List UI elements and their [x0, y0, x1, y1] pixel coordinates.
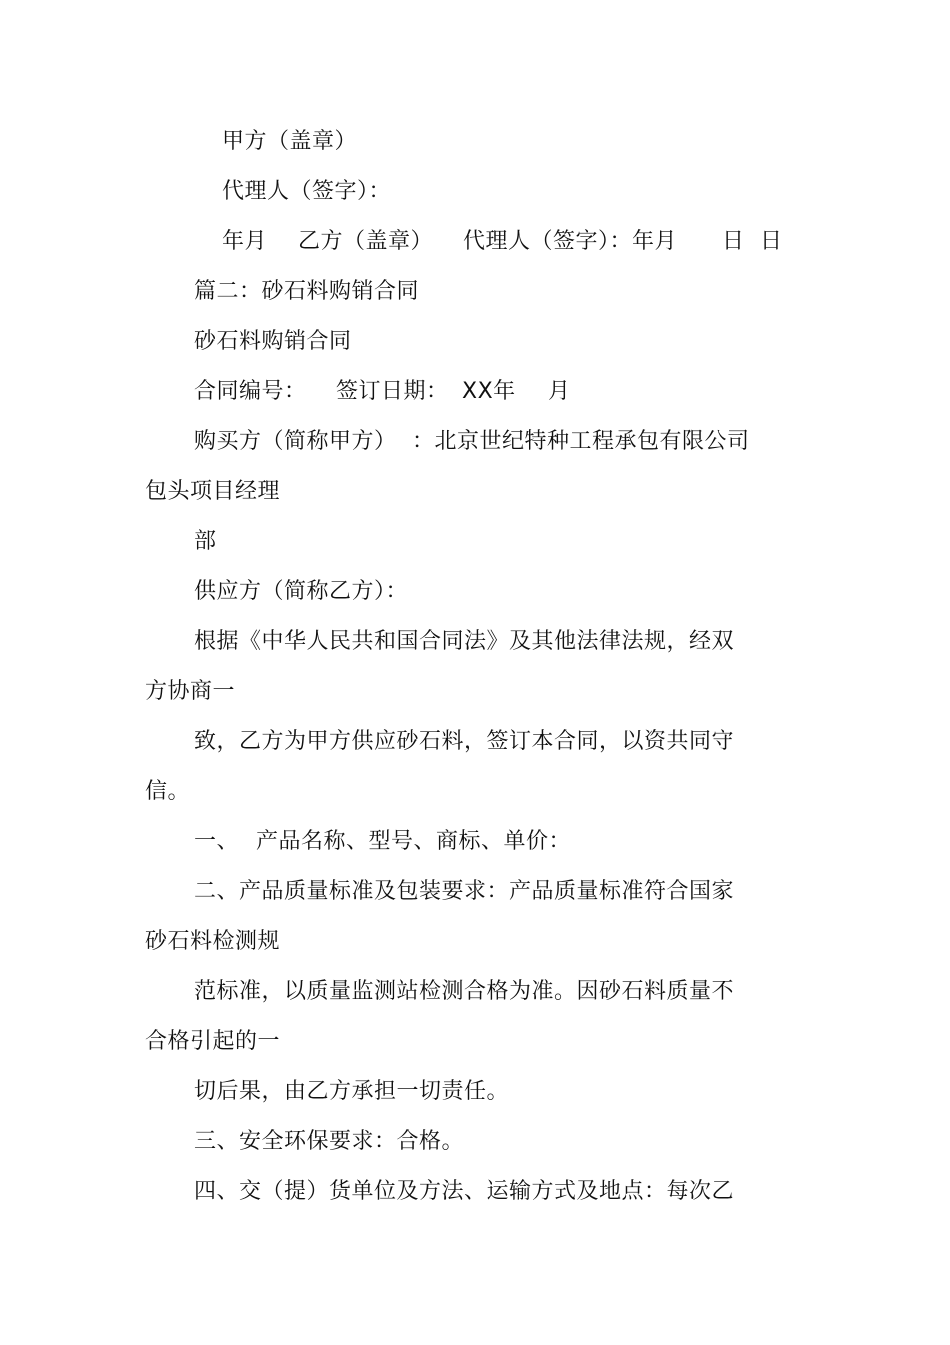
year-month-label: 年月: [222, 229, 268, 254]
clause-2-line-4-text: 合格引起的一: [145, 1029, 281, 1054]
day-label-1: 日: [722, 229, 745, 254]
party-a-seal-line: [222, 127, 357, 157]
clause-2-line-1: [194, 877, 734, 907]
section-heading: [194, 277, 419, 307]
section-heading-text: 篇二：砂石料购销合同: [194, 279, 420, 304]
contract-title-text: 砂石料购销合同: [194, 329, 352, 354]
paragraph-2-first: 致，乙方为甲方供应砂石料，签订本合同，以资共同守: [194, 729, 735, 754]
clause-3-text: 三、安全环保要求：合格。: [194, 1129, 465, 1154]
buyer-continuation-2: [194, 527, 217, 557]
agent-sign-line: [222, 177, 391, 207]
contract-number-label: 合同编号：: [194, 379, 307, 404]
sign-date-value: XX年: [462, 379, 516, 404]
buyer-value: ：北京世纪特种工程承包有限公司: [412, 429, 750, 454]
paragraph-2-line-2: [145, 777, 190, 807]
contract-meta-row: [194, 377, 614, 407]
buyer-cont-2-text: 部: [194, 529, 217, 554]
clause-2-line-5-text: 切后果，由乙方承担一切责任。: [194, 1079, 510, 1104]
paragraph-1-line-2: [145, 677, 235, 707]
paragraph-2-rest: 信。: [145, 779, 191, 804]
clause-1-text: 产品名称、型号、商标、单价：: [256, 829, 572, 854]
buyer-line: [194, 427, 774, 457]
clause-2-line-1-text: 二、产品质量标准及包装要求：产品质量标准符合国家: [194, 879, 735, 904]
clause-3: [194, 1127, 464, 1157]
paragraph-2-line-1: [194, 727, 734, 757]
sign-date-label: 签订日期：: [336, 379, 449, 404]
signature-date-row: [222, 227, 802, 257]
sign-date-month: 月: [548, 379, 571, 404]
clause-2-line-2: [145, 927, 280, 957]
clause-4-text: 四、交（提）货单位及方法、运输方式及地点：每次乙: [194, 1179, 735, 1204]
clause-2-line-3: [194, 977, 734, 1007]
paragraph-1-line-1: [194, 627, 734, 657]
buyer-label: 购买方（简称甲方）: [194, 429, 397, 454]
clause-4: [194, 1177, 734, 1207]
clause-2-line-3-text: 范标准，以质量监测站检测合格为准。因砂石料质量不: [194, 979, 735, 1004]
party-a-seal-label: 甲方（盖章）: [222, 129, 358, 154]
buyer-continuation-1: [145, 477, 280, 507]
clause-2-line-5: [194, 1077, 509, 1107]
clause-2-line-4: [145, 1027, 280, 1057]
agent-sign-label: 代理人（签字）：: [222, 179, 392, 204]
supplier-line: [194, 577, 408, 607]
buyer-cont-1-text: 包头项目经理: [145, 479, 281, 504]
clause-2-line-2-text: 砂石料检测规: [145, 929, 281, 954]
paragraph-1-rest: 方协商一: [145, 679, 236, 704]
contract-title: [194, 327, 352, 357]
day-label-2: 日: [760, 229, 783, 254]
clause-1: [194, 827, 614, 857]
party-b-seal-label: 乙方（盖章）: [298, 229, 434, 254]
supplier-label: 供应方（简称乙方）：: [194, 579, 409, 604]
paragraph-1-first: 根据《中华人民共和国合同法》及其他法律法规，经双: [194, 629, 735, 654]
agent-sign-date-label: 代理人（签字）：年月: [463, 229, 678, 254]
clause-1-number: 一、: [194, 829, 240, 854]
